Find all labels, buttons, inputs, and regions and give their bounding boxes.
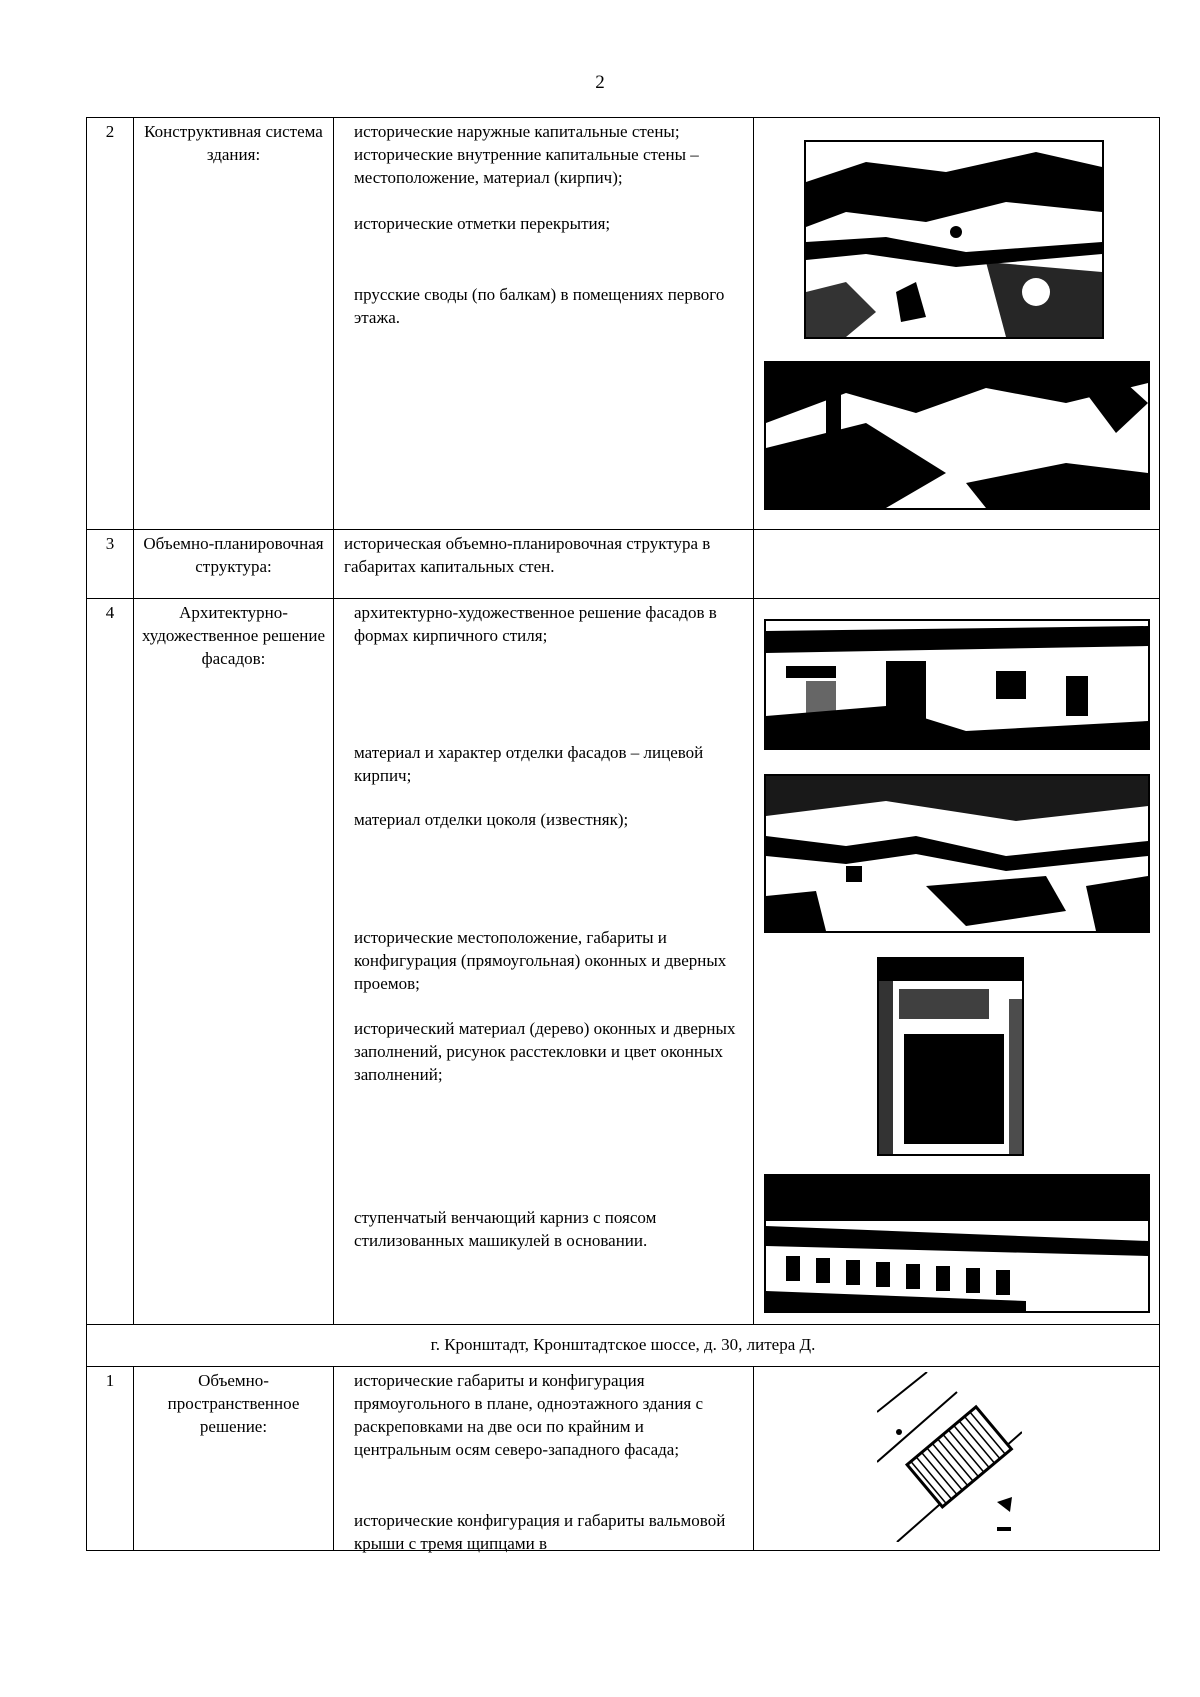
table-row [87,118,1160,530]
description-item: исторические наружные капитальные стены; исторические внутренние капитальные стены – местоположение, материал (кирпич); [354,122,699,187]
description-item: историческая объемно-планировочная структура в габаритах капитальных стен. [344,534,711,576]
row-category: Конструктивная система здания: [134,118,334,530]
row-category: Архитектурно-художественное решение фасадов: [134,599,334,1325]
table-row [87,1367,1160,1551]
description-item: материал отделки цоколя (известняк); [354,810,629,829]
description-item: материал и характер отделки фасадов – лицевой кирпич; [354,743,704,785]
row-number: 4 [87,599,134,1325]
description-item: ступенчатый венчающий карниз с поясом стилизованных машикулей в основании. [354,1208,657,1250]
photo-cornice [764,1174,1150,1313]
photo-facade [764,619,1150,750]
table-row [87,599,1160,1325]
description-item: исторические отметки перекрытия; [354,214,611,233]
row-photos [754,530,1160,599]
table-row [87,530,1160,599]
photo-brick-plinth [764,774,1150,933]
site-plan [877,1372,1022,1542]
section-row [87,1325,1160,1367]
row-description [334,1367,754,1551]
description-item: исторические местоположение, габариты и конфигурация (прямоугольная) оконных и дверных проемов; [354,928,727,993]
row-photos [754,1367,1160,1551]
description-item: исторические конфигурация и габариты вальмовой крыши с тремя щипцами в [354,1511,726,1553]
row-photos [754,118,1160,530]
description-item: исторические габариты и конфигурация прямоугольного в плане, одноэтажного здания с раскреповками на две оси по крайним и центральным осям северо-западного фасада; [354,1371,704,1459]
photo-vaults [764,361,1150,510]
section-title: г. Кронштадт, Кронштадтское шоссе, д. 30, литера Д. [87,1325,1160,1367]
page-number: 2 [595,72,605,93]
protection-subject-table [86,117,1160,1551]
description-item: исторический материал (дерево) оконных и дверных заполнений, рисунок расстекловки и цвет оконных заполнений; [354,1019,736,1084]
photo-interior-walls [804,140,1104,339]
row-number: 3 [87,530,134,599]
row-description [334,599,754,1325]
description-item: архитектурно-художественное решение фасадов в формах кирпичного стиля; [354,603,717,645]
row-category: Объемно-планировочная структура: [134,530,334,599]
row-number: 1 [87,1367,134,1551]
description-item: прусские своды (по балкам) в помещениях первого этажа. [354,285,725,327]
row-description [334,530,754,599]
photo-window-opening [877,957,1024,1156]
row-description [334,118,754,530]
row-category: Объемно-пространственное решение: [134,1367,334,1551]
row-photos [754,599,1160,1325]
row-number: 2 [87,118,134,530]
